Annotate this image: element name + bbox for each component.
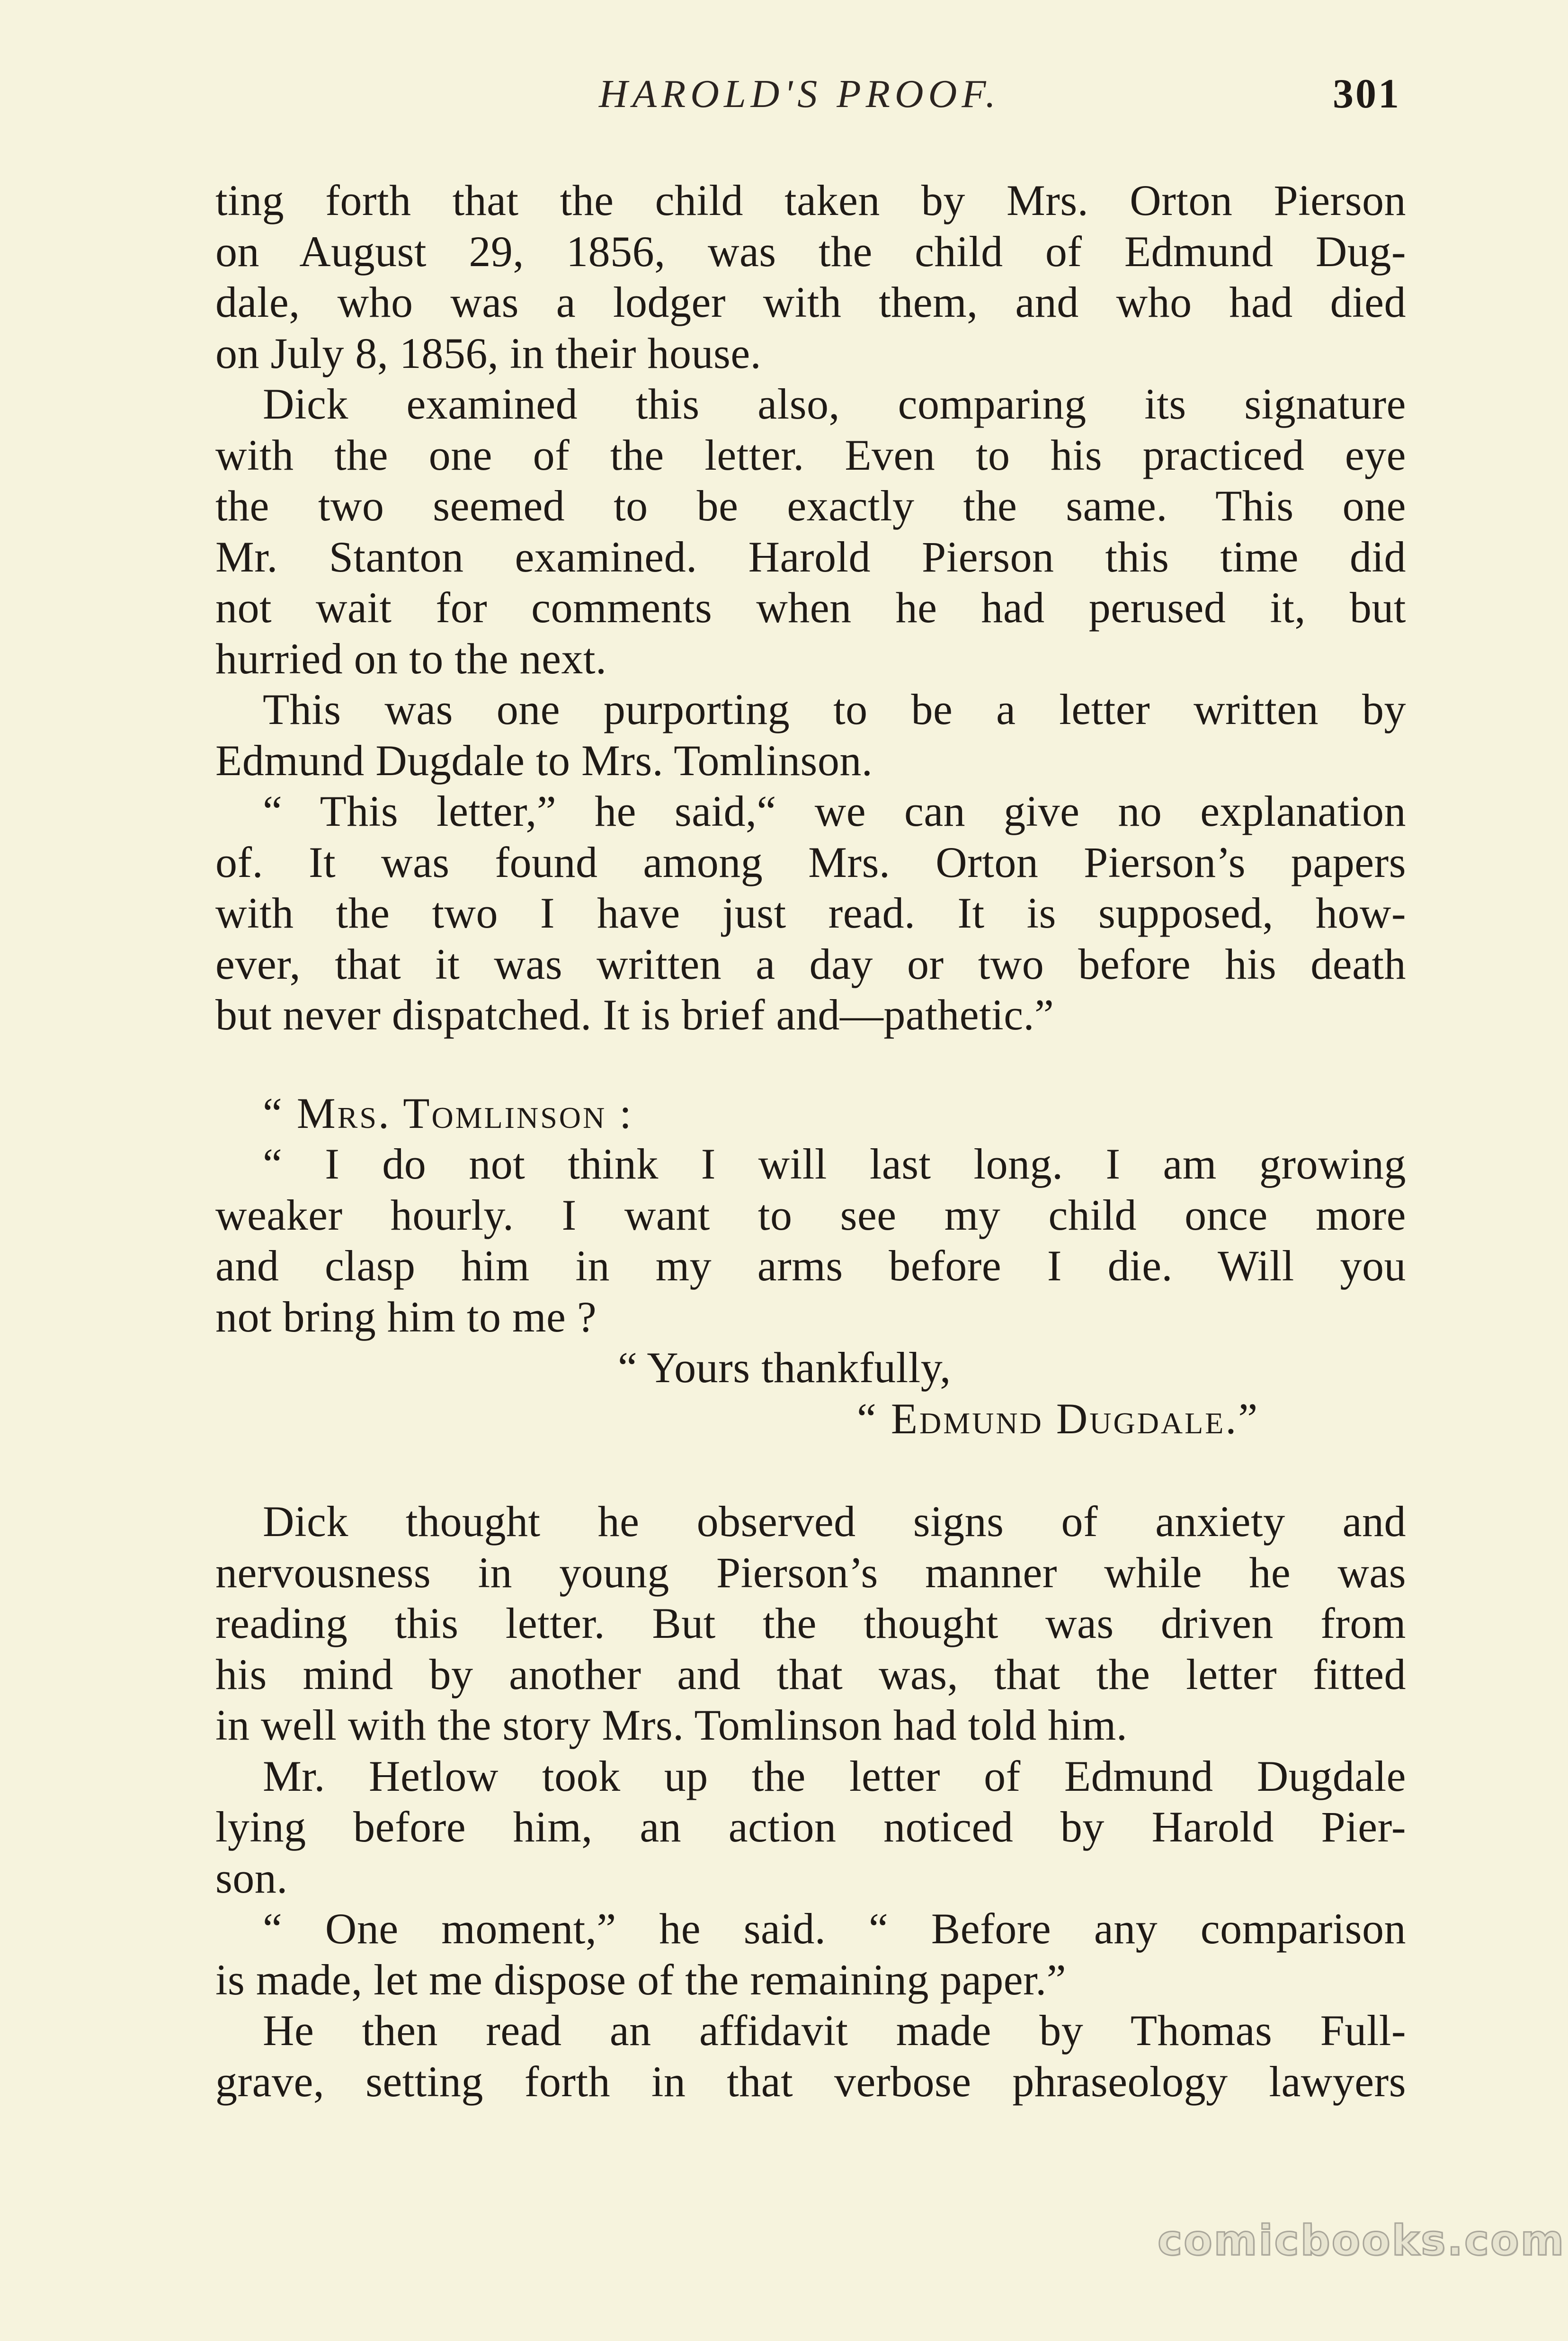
text-line: son. xyxy=(215,1853,288,1902)
text-line: This was one purporting to be a letter written by xyxy=(263,685,1406,733)
letter-line: “ I do not think I will last long. I am growing xyxy=(263,1140,1406,1188)
body-text xyxy=(215,175,1406,2107)
text-line: dale, who was a lodger with them, and who had died xyxy=(215,278,1406,326)
text-line: on July 8, 1856, in their house. xyxy=(215,329,762,377)
text-line: not wait for comments when he had perused it, but xyxy=(215,583,1406,632)
text-line: Mr. Hetlow took up the letter of Edmund Dugdale xyxy=(263,1751,1406,1800)
watermark-logo: comicbooks.com xyxy=(1158,2216,1566,2265)
running-title: HAROLD'S PROOF. xyxy=(599,72,1000,116)
text-line: is made, let me dispose of the remaining paper.” xyxy=(215,1955,1067,2004)
text-line: of. It was found among Mrs. Orton Pierson’s papers xyxy=(215,838,1406,886)
text-line: with the two I have just read. It is supposed, how- xyxy=(215,889,1406,937)
text-line: reading this letter. But the thought was driven from xyxy=(215,1599,1406,1647)
text-line: with the one of the letter. Even to his practiced eye xyxy=(215,430,1406,479)
text-line: hurried on to the next. xyxy=(215,634,607,683)
text-line: “ One moment,” he said. “ Before any comparison xyxy=(263,1904,1406,1953)
spacer xyxy=(215,1041,1406,1088)
text-line: ting forth that the child taken by Mrs. Orton Pierson xyxy=(215,176,1406,224)
text-line: Mr. Stanton examined. Harold Pierson this time did xyxy=(215,532,1406,581)
letter-salutation: “ Mrs. Tomlinson : xyxy=(263,1089,633,1137)
text-line: in well with the story Mrs. Tomlinson had told him. xyxy=(215,1701,1128,1749)
letter-line: and clasp him in my arms before I die. Will you xyxy=(215,1242,1406,1290)
letter-closing: “ Yours thankfully, xyxy=(618,1343,951,1392)
text-line: lying before him, an action noticed by Harold Pier- xyxy=(215,1803,1406,1851)
text-line: He then read an affidavit made by Thomas Full- xyxy=(263,2006,1406,2055)
letter-line: weaker hourly. I want to see my child once more xyxy=(215,1190,1406,1239)
text-line: Edmund Dugdale to Mrs. Tomlinson. xyxy=(215,736,873,785)
text-line: but never dispatched. It is brief and—pathetic.” xyxy=(215,991,1054,1039)
text-line: grave, setting forth in that verbose phraseology lawyers xyxy=(215,2057,1406,2106)
text-line: Dick thought he observed signs of anxiety and xyxy=(263,1497,1406,1546)
text-line: on August 29, 1856, was the child of Edmund Dug- xyxy=(215,227,1406,276)
text-line: his mind by another and that was, that the letter fitted xyxy=(215,1650,1406,1698)
text-line: Dick examined this also, comparing its signature xyxy=(263,380,1406,428)
text-line: nervousness in young Pierson’s manner while he was xyxy=(215,1548,1406,1597)
page-number: 301 xyxy=(1333,71,1401,117)
letter-signature: “ Edmund Dugdale.” xyxy=(857,1394,1260,1443)
spacer xyxy=(215,1444,1406,1496)
text-line: the two seemed to be exactly the same. This one xyxy=(215,482,1406,530)
letter-line: not bring him to me ? xyxy=(215,1292,597,1341)
text-line: “ This letter,” he said,“ we can give no explanation xyxy=(263,787,1406,835)
text-line: ever, that it was written a day or two before his death xyxy=(215,939,1406,988)
